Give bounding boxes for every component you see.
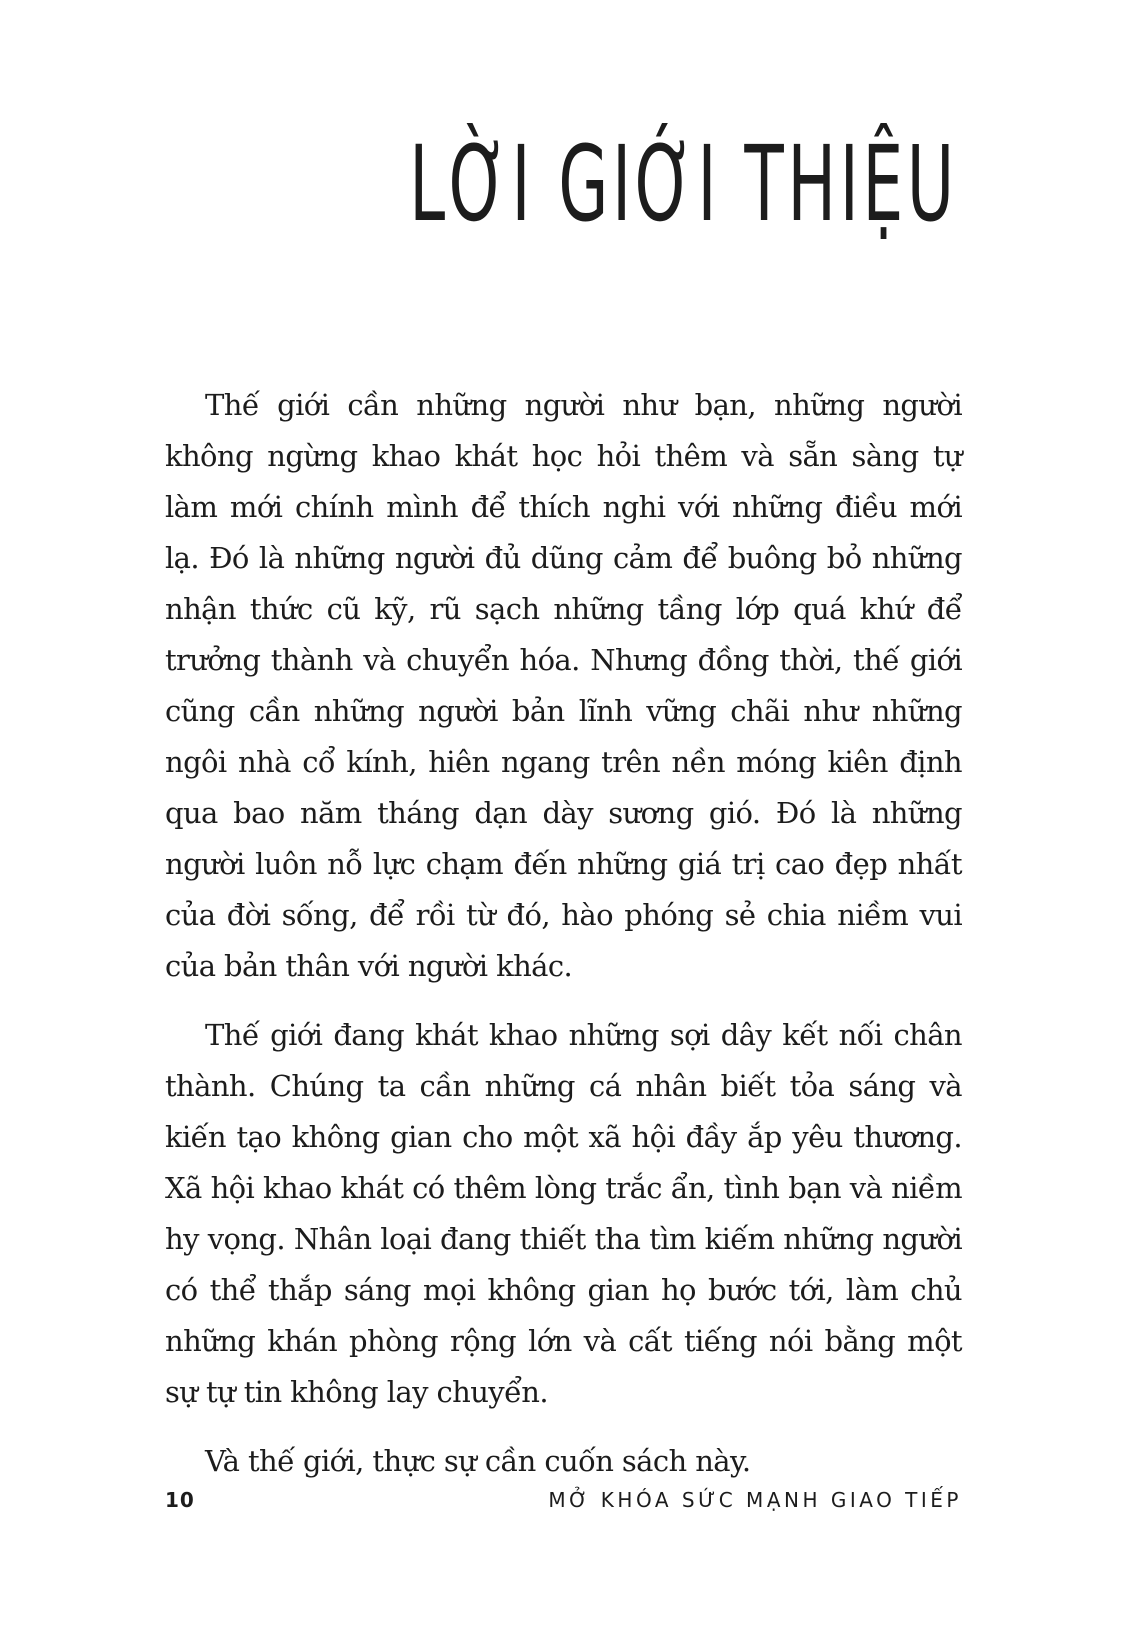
page-footer: [165, 1488, 962, 1518]
page-number: 10: [165, 1488, 195, 1512]
paragraph: Thế giới cần những người như bạn, những người không ngừng khao khát học hỏi thêm và sẵn sàng tự làm mới chính mình để thích nghi với những điều mới lạ. Đó là những người đủ dũng cảm để buông bỏ những nhận thức cũ kỹ, rũ sạch những tầng lớp quá khứ để trưởng thành và chuyển hóa. Nhưng đồng thời, thế giới cũng cần những người bản lĩnh vững chãi như những ngôi nhà cổ kính, hiên ngang trên nền móng kiên định qua bao năm tháng dạn dày sương gió. Đó là những người luôn nỗ lực chạm đến những giá trị cao đẹp nhất của đời sống, để rồi từ đó, hào phóng sẻ chia niềm vui của bản thân với người khác.: [165, 388, 962, 983]
running-title: MỞ KHÓA SỨC MẠNH GIAO TIẾP: [548, 1488, 962, 1512]
body-text: [165, 380, 962, 1505]
paragraph: Thế giới đang khát khao những sợi dây kết nối chân thành. Chúng ta cần những cá nhân biết tỏa sáng và kiến tạo không gian cho một xã hội đầy ắp yêu thương. Xã hội khao khát có thêm lòng trắc ẩn, tình bạn và niềm hy vọng. Nhân loại đang thiết tha tìm kiếm những người có thể thắp sáng mọi không gian họ bước tới, làm chủ những khán phòng rộng lớn và cất tiếng nói bằng một sự tự tin không lay chuyển.: [165, 1018, 962, 1409]
paragraph: Và thế giới, thực sự cần cuốn sách này.: [205, 1444, 751, 1478]
chapter-title: LỜI GIỚI THIỆU: [409, 123, 958, 245]
